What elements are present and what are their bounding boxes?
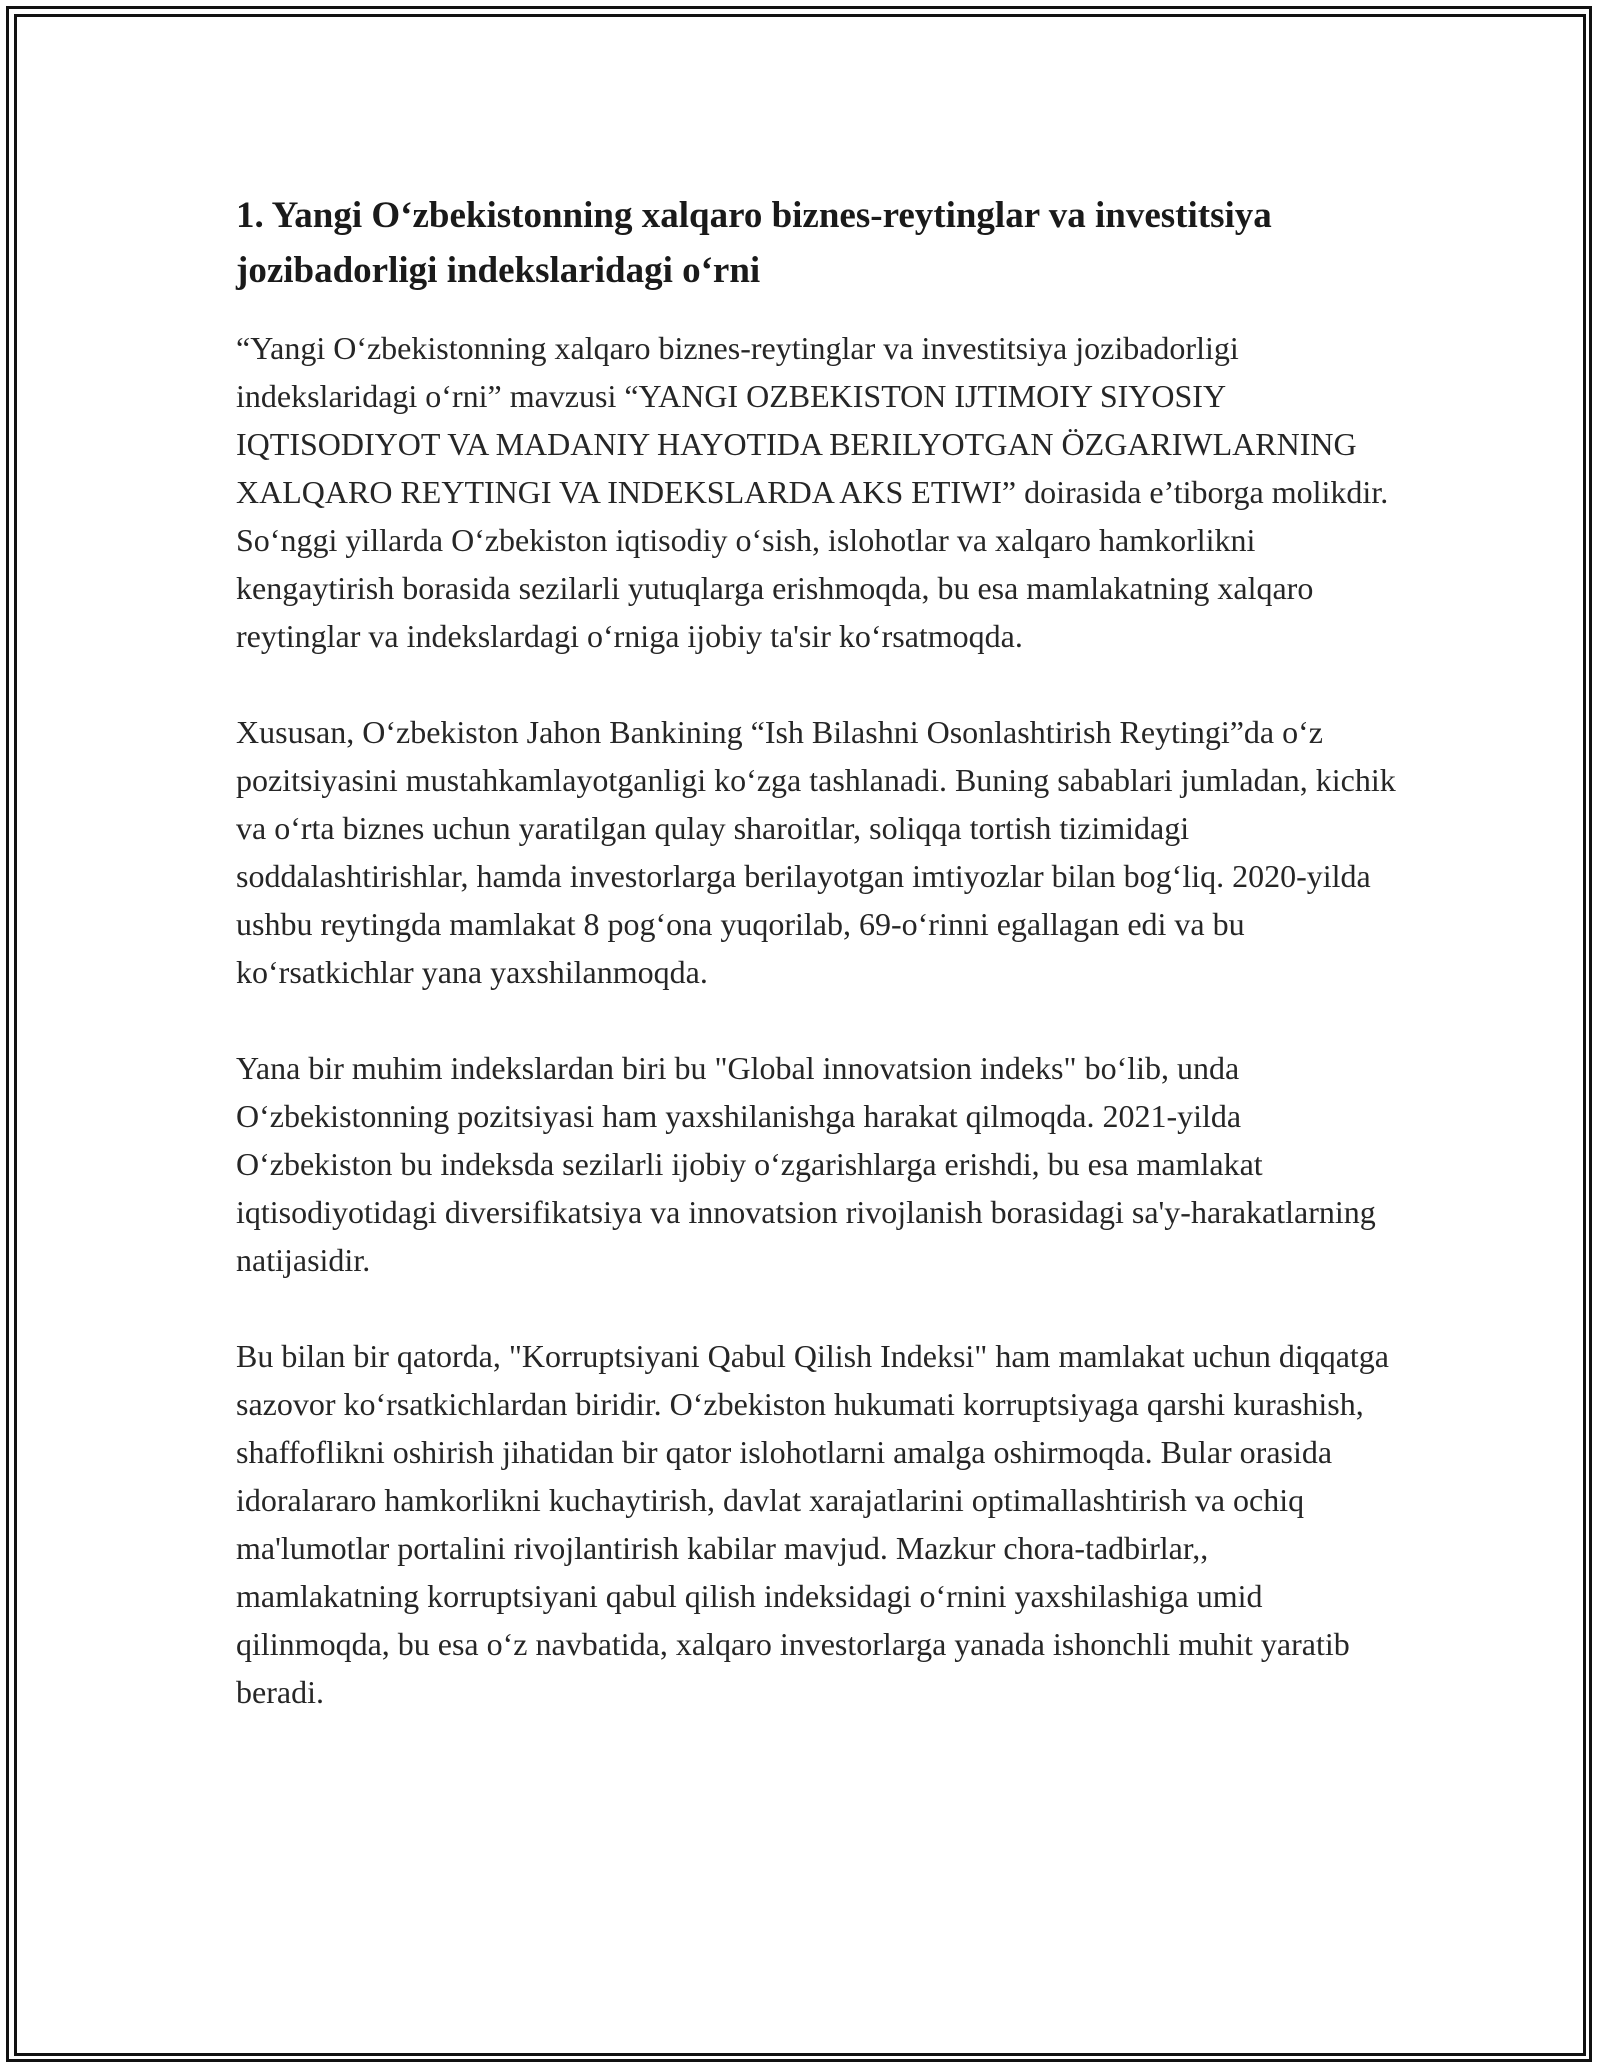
paragraph-doing-business: Xususan, O‘zbekiston Jahon Bankining “Ish Bilashni Osonlashtirish Reytingi”da o‘z pozitsiyasini mustahkamlayotganligi ko‘zga tashlanadi. Buning sabablari jumladan, kichik va o‘rta biznes uchun yaratilgan qulay sharoitlar, soliqqa tortish tizimidagi soddalashtirishlar, hamda investorlarga berilayotgan imtiyozlar bilan bog‘liq. 2020-yilda ushbu reytingda mamlakat 8 pog‘ona yuqorilab, 69-o‘rinni egallagan edi va bu ko‘rsatkichlar yana yaxshilanmoqda. bbox=[236, 714, 1396, 990]
section-heading: 1. Yangi O‘zbekistonning xalqaro biznes-reytinglar va investitsiya jozibadorligi indekslaridagi o‘rni bbox=[236, 195, 1272, 291]
paragraph-corruption-index: Bu bilan bir qatorda, "Korruptsiyani Qabul Qilish Indeksi" ham mamlakat uchun diqqatga sazovor ko‘rsatkichlardan biridir. O‘zbekiston hukumati korruptsiyaga qarshi kurashish, shaffoflikni oshirish jihatidan bir qator islohotlarni amalga oshirmoqda. Bular orasida idoralararo hamkorlikni kuchaytirish, davlat xarajatlarini optimallashtirish va ochiq ma'lumotlar portalini rivojlantirish kabilar mavjud. Mazkur chora-tadbirlar,, mamlakatning korruptsiyani qabul qilish indeksidagi o‘rnini yaxshilashiga umid qilinmoqda, bu esa o‘z navbatida, xalqaro investorlarga yanada ishonchli muhit yaratib beradi. bbox=[236, 1338, 1389, 1710]
document-body bbox=[236, 188, 1396, 1764]
paragraph-innovation-index: Yana bir muhim indekslardan biri bu "Global innovatsion indeks" bo‘lib, unda O‘zbekistonning pozitsiyasi ham yaxshilanishga harakat qilmoqda. 2021-yilda O‘zbekiston bu indeksda sezilarli ijobiy o‘zgarishlarga erishdi, bu esa mamlakat iqtisodiyotidagi diversifikatsiya va innovatsion rivojlanish borasidagi sa'y-harakatlarning natijasidir. bbox=[236, 1050, 1376, 1278]
paragraph-intro: “Yangi O‘zbekistonning xalqaro biznes-reytinglar va investitsiya jozibadorligi indekslaridagi o‘rni” mavzusi “YANGI OZBEKISTON IJTIMOIY SIYOSIY IQTISODIYOT VA MADANIY HAYOTIDA BERILYOTGAN ÖZGARIWLARNING XALQARO REYTINGI VA INDEKSLARDA AKS ETIWI” doirasida e’tiborga molikdir. So‘nggi yillarda O‘zbekiston iqtisodiy o‘sish, islohotlar va xalqaro hamkorlikni kengaytirish borasida sezilarli yutuqlarga erishmoqda, bu esa mamlakatning xalqaro reytinglar va indekslardagi o‘rniga ijobiy ta'sir ko‘rsatmoqda. bbox=[236, 330, 1389, 654]
